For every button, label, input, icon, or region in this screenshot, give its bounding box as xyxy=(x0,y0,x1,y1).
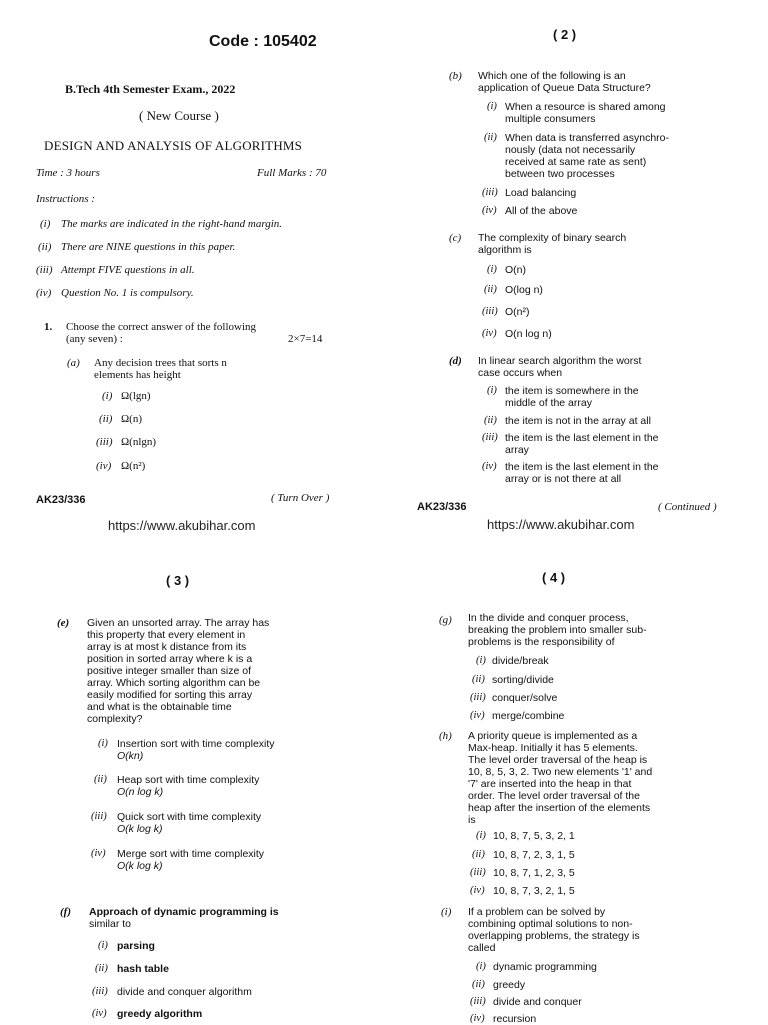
subquestion-text: In the divide and conquer process, xyxy=(468,612,629,624)
option-text: the item is the last element in the xyxy=(505,461,659,473)
subquestion-label: (d) xyxy=(449,355,462,367)
option-number: (ii) xyxy=(472,674,485,685)
subquestion-text: The level order traversal of the heap is xyxy=(468,754,648,766)
subquestion-label: (i) xyxy=(441,906,452,918)
subquestion-text: algorithm is xyxy=(478,244,532,256)
option-number: (iv) xyxy=(92,1008,107,1019)
instruction-text: There are NINE questions in this paper. xyxy=(61,241,236,253)
subquestion-text: A priority queue is implemented as a xyxy=(468,730,638,742)
option-number: (i) xyxy=(487,264,497,275)
option-number: (i) xyxy=(476,961,486,972)
subquestion-text: positive integer smaller than size of xyxy=(87,665,251,677)
option-number: (i) xyxy=(487,385,497,396)
exam-page-4 xyxy=(384,540,768,1024)
subquestion-text: called xyxy=(468,942,496,954)
exam-title: B.Tech 4th Semester Exam., 2022 xyxy=(65,82,236,96)
subquestion-text: heap after the insertion of the elements xyxy=(468,802,651,814)
paper-code: Code : 105402 xyxy=(209,33,317,50)
option-number: (iii) xyxy=(482,187,498,198)
question-marks: 2×7=14 xyxy=(288,333,323,345)
option-text: recursion xyxy=(493,1013,537,1025)
option-text: Ω(lgn) xyxy=(121,390,151,402)
option-text: O(n log n) xyxy=(505,328,552,340)
option-number: (ii) xyxy=(484,284,497,295)
option-number: (i) xyxy=(98,738,108,749)
subquestion-text: this property that every element in xyxy=(87,629,246,641)
instruction-text: Question No. 1 is compulsory. xyxy=(61,287,194,299)
option-number: (iv) xyxy=(482,461,497,472)
option-text: When data is transferred asynchro- xyxy=(505,132,669,144)
subquestion-text: In linear search algorithm the worst xyxy=(478,355,642,367)
option-number: (iv) xyxy=(96,460,112,472)
subquestion-text: elements has height xyxy=(94,369,181,381)
instruction-text: The marks are indicated in the right-hand margin. xyxy=(61,218,282,230)
subquestion-label: (a) xyxy=(67,357,80,369)
option-text: Quick sort with time complexity xyxy=(117,811,262,823)
subquestion-label: (c) xyxy=(449,232,462,244)
option-number: (i) xyxy=(476,830,486,841)
option-text: dynamic programming xyxy=(493,961,597,973)
source-link[interactable]: https://www.akubihar.com xyxy=(108,518,256,533)
exam-time: Time : 3 hours xyxy=(36,167,100,179)
option-number: (iii) xyxy=(482,432,498,443)
option-number: (ii) xyxy=(95,963,108,974)
option-text: divide and conquer xyxy=(493,996,582,1008)
option-text: Ω(n) xyxy=(121,413,143,425)
option-number: (ii) xyxy=(94,774,107,785)
page-number: ( 2 ) xyxy=(553,27,577,42)
option-text: nously (data not necessarily xyxy=(505,144,636,156)
option-text: Load balancing xyxy=(505,187,577,199)
subquestion-text: application of Queue Data Structure? xyxy=(478,82,651,94)
subquestion-text: 10, 8, 5, 3, 2. Two new elements '1' and xyxy=(468,766,653,778)
option-text: When a resource is shared among xyxy=(505,101,666,113)
subquestion-label: (g) xyxy=(439,614,452,626)
exam-page-3 xyxy=(0,540,384,1024)
option-text: O(n log k) xyxy=(117,786,164,798)
instruction-num: (ii) xyxy=(38,241,52,253)
option-text: All of the above xyxy=(505,205,578,217)
option-number: (iii) xyxy=(470,996,486,1007)
subquestion-text: and what is the obtainable time xyxy=(87,701,232,713)
option-text: greedy xyxy=(493,979,526,991)
subquestion-text: is xyxy=(468,814,476,826)
subquestion-text: If a problem can be solved by xyxy=(468,906,606,918)
option-text: 10, 8, 7, 1, 2, 3, 5 xyxy=(493,867,575,879)
option-text: divide and conquer algorithm xyxy=(117,986,252,998)
subquestion-text: '7' are inserted into the heap in that xyxy=(468,778,632,790)
instruction-num: (i) xyxy=(40,218,51,230)
option-number: (iv) xyxy=(482,205,497,216)
option-text: between two processes xyxy=(505,168,615,180)
subquestion-label: (h) xyxy=(439,730,452,742)
exam-page-2 xyxy=(384,0,768,540)
subquestion-text: array. Which sorting algorithm can be xyxy=(87,677,261,689)
option-text: Ω(n²) xyxy=(121,460,146,472)
source-link[interactable]: https://www.akubihar.com xyxy=(487,517,635,532)
option-text: 10, 8, 7, 2, 3, 1, 5 xyxy=(493,849,575,861)
option-number: (iii) xyxy=(482,306,498,317)
option-number: (iv) xyxy=(470,885,485,896)
option-number: (i) xyxy=(102,390,113,402)
option-text: the item is somewhere in the xyxy=(505,385,639,397)
option-number: (ii) xyxy=(472,849,485,860)
option-number: (iii) xyxy=(470,867,486,878)
option-text: O(n) xyxy=(505,264,526,276)
subquestion-text: order. The level order traversal of the xyxy=(468,790,640,802)
option-text: parsing xyxy=(117,940,155,952)
option-text: greedy algorithm xyxy=(117,1008,203,1020)
subquestion-text: combining optimal solutions to non- xyxy=(468,918,633,930)
option-text: 10, 8, 7, 3, 2, 1, 5 xyxy=(493,885,575,897)
option-number: (iv) xyxy=(470,1013,485,1024)
full-marks: Full Marks : 70 xyxy=(257,167,327,179)
subquestion-text: Given an unsorted array. The array has xyxy=(87,617,270,629)
option-text: O(k log k) xyxy=(117,823,163,835)
subquestion-text: array is at most k distance from its xyxy=(87,641,247,653)
option-number: (ii) xyxy=(484,132,497,143)
option-text: Merge sort with time complexity xyxy=(117,848,265,860)
page-number: ( 3 ) xyxy=(166,573,190,588)
subquestion-text: case occurs when xyxy=(478,367,563,379)
option-number: (iv) xyxy=(470,710,485,721)
page-number: ( 4 ) xyxy=(542,570,566,585)
option-number: (iv) xyxy=(91,848,106,859)
option-text: Insertion sort with time complexity xyxy=(117,738,275,750)
footer-code: AK23/336 xyxy=(417,501,467,513)
option-number: (i) xyxy=(476,655,486,666)
subject-title: DESIGN AND ANALYSIS OF ALGORITHMS xyxy=(44,138,303,153)
option-text: sorting/divide xyxy=(492,674,554,686)
option-number: (iii) xyxy=(91,811,107,822)
option-text: array or is not there at all xyxy=(505,473,622,485)
subquestion-label: (e) xyxy=(57,617,70,629)
option-text: the item is the last element in the xyxy=(505,432,659,444)
footer-note: ( Turn Over ) xyxy=(271,492,330,504)
footer-code: AK23/336 xyxy=(36,494,86,506)
subquestion-text: overlapping problems, the strategy is xyxy=(468,930,640,942)
subquestion-text: The complexity of binary search xyxy=(478,232,627,244)
exam-page-1 xyxy=(0,0,384,540)
instruction-num: (iii) xyxy=(36,264,53,276)
instructions-title: Instructions : xyxy=(36,193,95,205)
option-number: (i) xyxy=(487,101,497,112)
subquestion-text: Any decision trees that sorts n xyxy=(94,357,227,369)
option-text: O(n²) xyxy=(505,306,530,318)
subquestion-label: (f) xyxy=(60,906,71,918)
option-number: (iii) xyxy=(92,986,108,997)
option-text: hash table xyxy=(117,963,169,975)
option-number: (iv) xyxy=(482,328,497,339)
option-text: conquer/solve xyxy=(492,692,558,704)
option-number: (iii) xyxy=(96,436,113,448)
subquestion-text: Approach of dynamic programming is xyxy=(89,906,279,918)
option-text: 10, 8, 7, 5, 3, 2, 1 xyxy=(493,830,575,842)
option-text: O(k log k) xyxy=(117,860,163,872)
subquestion-label: (b) xyxy=(449,70,462,82)
option-text: middle of the array xyxy=(505,397,592,409)
subquestion-text: Which one of the following is an xyxy=(478,70,626,82)
option-text: O(log n) xyxy=(505,284,543,296)
option-text: divide/break xyxy=(492,655,549,667)
subquestion-text: complexity? xyxy=(87,713,143,725)
option-text: merge/combine xyxy=(492,710,565,722)
option-text: received at same rate as sent) xyxy=(505,156,647,168)
option-number: (i) xyxy=(98,940,108,951)
option-text: array xyxy=(505,444,529,456)
course-label: ( New Course ) xyxy=(139,108,219,123)
subquestion-text: easily modified for sorting this array xyxy=(87,689,253,701)
instruction-text: Attempt FIVE questions in all. xyxy=(61,264,195,276)
subquestion-text: problems is the responsibility of xyxy=(468,636,615,648)
footer-note: ( Continued ) xyxy=(658,501,717,513)
option-text: multiple consumers xyxy=(505,113,596,125)
option-text: Ω(nlgn) xyxy=(121,436,157,448)
subquestion-text: similar to xyxy=(89,918,132,930)
option-number: (ii) xyxy=(472,979,485,990)
question-text: Choose the correct answer of the following xyxy=(66,321,256,333)
option-number: (iii) xyxy=(470,692,486,703)
instruction-num: (iv) xyxy=(36,287,52,299)
option-text: the item is not in the array at all xyxy=(505,415,651,427)
option-text: Heap sort with time complexity xyxy=(117,774,260,786)
subquestion-text: position in sorted array where k is a xyxy=(87,653,253,665)
question-text: (any seven) : xyxy=(66,333,123,345)
subquestion-text: breaking the problem into smaller sub- xyxy=(468,624,647,636)
question-number: 1. xyxy=(44,321,53,333)
option-text: O(kn) xyxy=(117,750,144,762)
option-number: (ii) xyxy=(99,413,113,425)
option-number: (ii) xyxy=(484,415,497,426)
subquestion-text: Max-heap. Initially it has 5 elements. xyxy=(468,742,638,754)
